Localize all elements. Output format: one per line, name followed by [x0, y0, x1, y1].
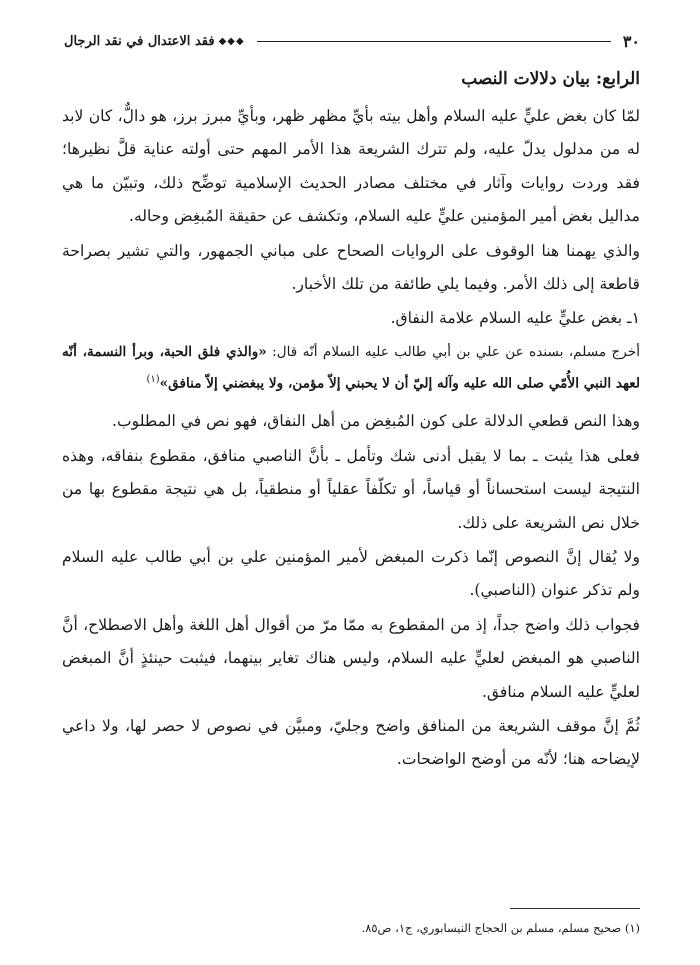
list-item-1: ١ـ بغض عليٍّ عليه السلام علامة النفاق.	[390, 309, 640, 328]
footnote-rule	[510, 908, 640, 909]
paragraph-1: لمّا كان بغض عليٍّ عليه السلام وأهل بيته بأيِّ مظهر ظهر، وبأيِّ مبرز برز، هو دالٌّ، كان لابد له من مدلول يدلّ عليه، ولم تترك الشريعة هذا الأمر المهم حتى أولته عناية قلَّ نظيرها؛ فقد وردت روايات وآثار في مختلف مصادر الحديث الإسلامية توضِّح ذلك، وتبيّن ما هي مداليل بغض أمير المؤمنين عليٍّ عليه السلام، وتكشف عن حقيقة المُبغِض وحاله.	[62, 107, 640, 226]
page-number: ٣٠	[622, 31, 640, 51]
footnote-reference[interactable]: (١)	[146, 373, 160, 385]
paragraph-7: ثُمَّ إنَّ موقف الشريعة من المنافق واضح وجليّ، ومبيَّن في نصوص لا حصر لها، ولا داعي لإيضاحه هنا؛ لأنّه من أوضح الواضحات.	[62, 717, 640, 769]
footnote: (١) صحيح مسلم، مسلم بن الحجاج النيسابوري، ج١، ص٨٥.	[361, 921, 640, 935]
paragraph-2: والذي يهمنا هنا الوقوف على الروايات الصحاح على مباني الجمهور، والتي تشير بصراحة قاطعة إلى ذلك الأمر. وفيما يلي طائفة من تلك الأخبار.	[62, 241, 640, 294]
quote-text: «والذي فلق الحبة، وبرأ النسمة، أنّه لعهد النبي الأُمّي صلى الله عليه وآله إليّ أن لا يحبني إلاّ مؤمن، ولا يبغضني إلاّ منافق»	[62, 343, 640, 392]
book-title-block	[64, 34, 245, 49]
paragraph-5: ولا يُقال إنَّ النصوص إنّما ذكرت المبغض لأمير المؤمنين علي بن أبي طالب عليه السلام ولم تذكر عنوان (الناصبي).	[62, 548, 640, 600]
hadith-quote	[62, 338, 640, 398]
header-rule	[257, 41, 611, 42]
body-text	[62, 62, 640, 777]
diamond-ornament-icon: ◆◆◆	[218, 35, 245, 47]
paragraph-6: فجواب ذلك واضح جداً، إذ من المقطوع به ممّا مرّ من أقوال أهل اللغة وأهل الاصطلاح، أنَّ الناصبي هو المبغض لعليٍّ عليه السلام، وليس هناك تغاير بينهما، فيثبت حينئذٍ أنَّ المبغض لعليٍّ عليه السلام منافق.	[62, 615, 640, 701]
book-title: فقد الاعتدال في نقد الرجال	[64, 33, 215, 49]
quote-intro: أخرج مسلم، بسنده عن علي بن أبي طالب عليه السلام أنّه قال:	[266, 343, 640, 360]
paragraph-3: وهذا النص قطعي الدلالة على كون المُبغِض من أهل النفاق، فهو نص في المطلوب.	[112, 412, 640, 431]
running-header	[64, 30, 640, 52]
section-heading: الرابع: بيان دلالات النصب	[461, 69, 640, 89]
paragraph-4: فعلى هذا يثبت ـ بما لا يقبل أدنى شك وتأمل ـ بأنَّ الناصبي منافق، مقطوع بنفاقه، وهذه النتيجة ليست استحساناً أو قياساً، أو تكلّفاً عقلياً أو منطقياً، بل هي نتيجة مقطوع بها من خلال نص الشريعة على ذلك.	[62, 446, 640, 532]
